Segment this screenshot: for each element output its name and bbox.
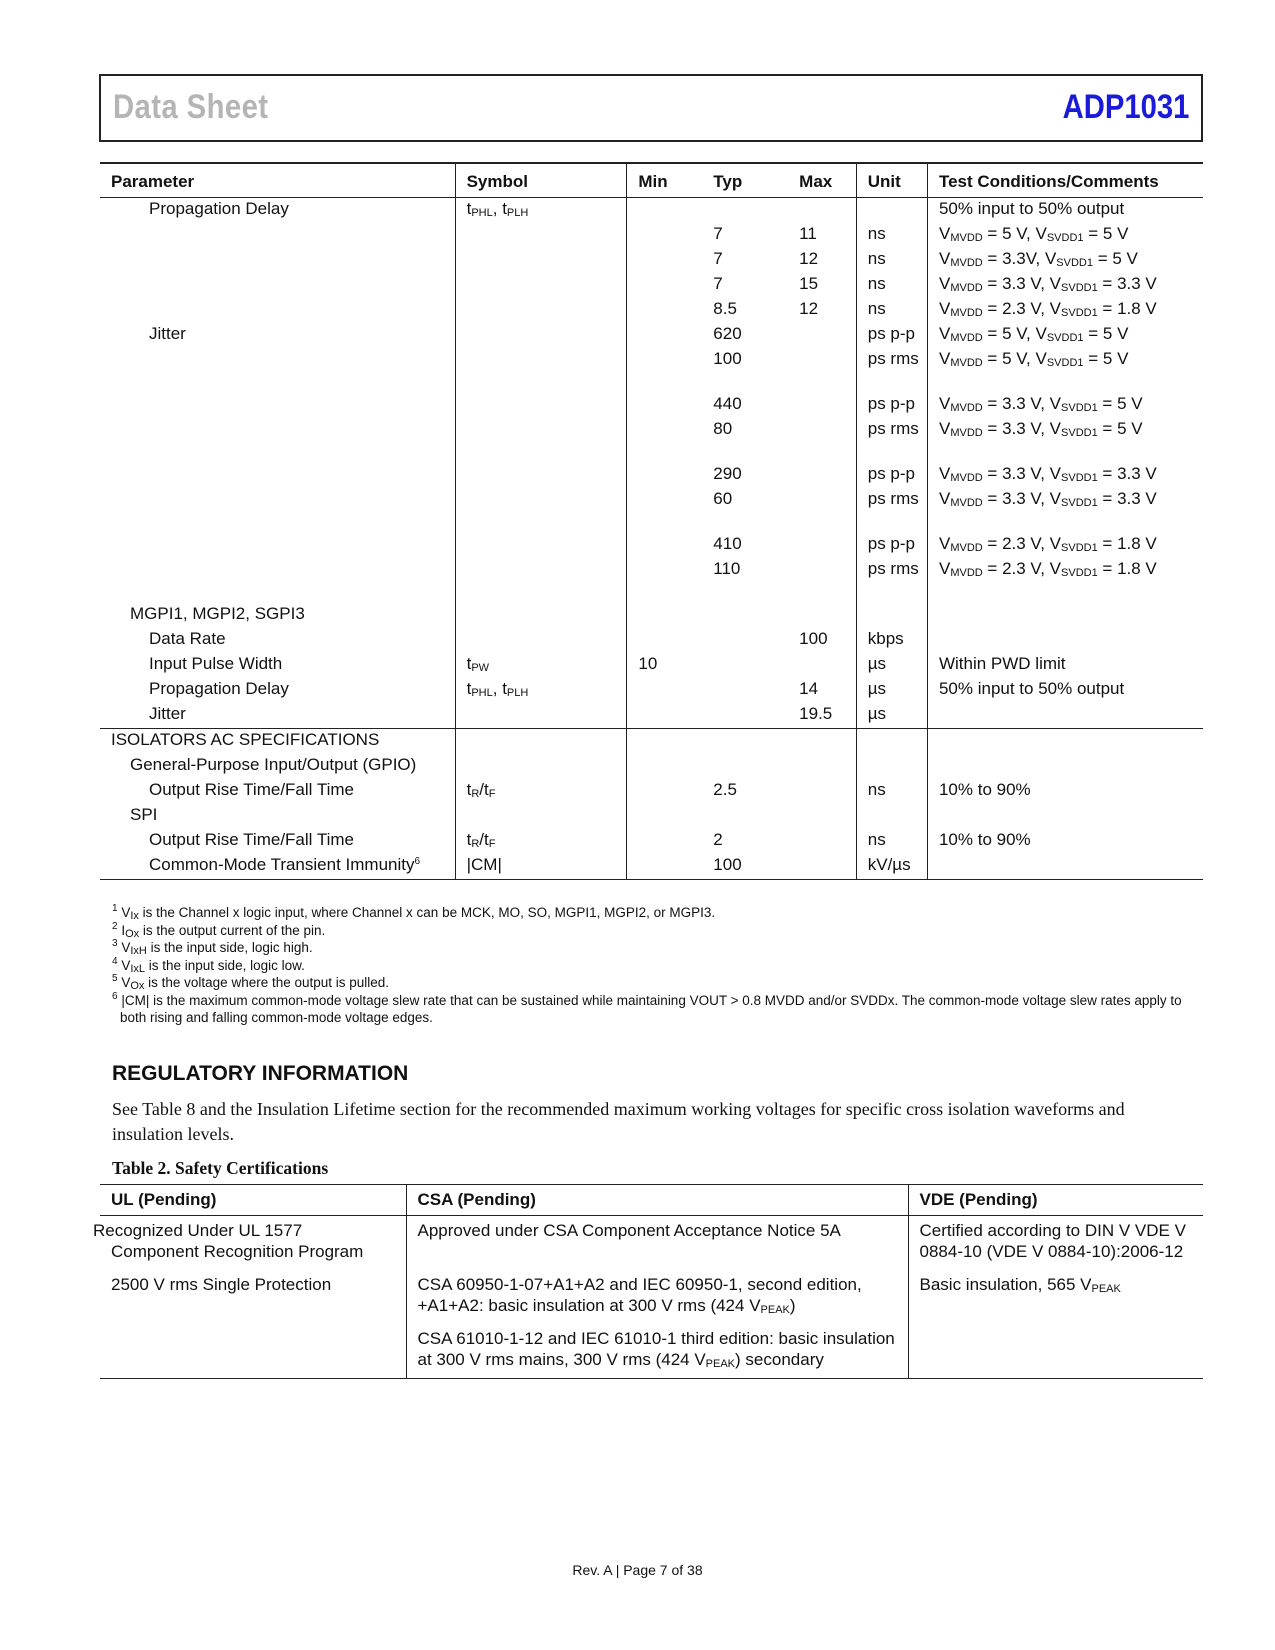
condition-cell: $V_{MVDD} = 5$ V, $V_{SVDD1} = 5$ V [927, 323, 1203, 348]
unit-cell: kV/µs [856, 854, 927, 880]
table-row [100, 248, 1203, 273]
condition-cell: $V_{MVDD} = 2.3$ V, $V_{SVDD1} = 1.8$ V [927, 298, 1203, 323]
condition-cell: $V_{MVDD} = 3.3$ V, $V_{SVDD1} = 3.3$ V [927, 273, 1203, 298]
symbol-cell: $t_R/t_F$ [455, 779, 627, 804]
unit-cell: µs [856, 703, 927, 729]
unit-cell: ps p-p [856, 393, 927, 418]
typ-cell: 8.5 [713, 299, 737, 318]
unit-cell: µs [856, 678, 927, 703]
table-row [100, 298, 1203, 323]
max-cell: 12 [799, 249, 819, 268]
table-row [100, 603, 1203, 628]
table-row [100, 198, 1203, 224]
table-row [100, 558, 1203, 603]
footnote: $^1$ $V_{Ix}$ is the Channel x logic input, where Channel x can be MCK, MO, SO, MGPI1, MGPI2, or MGPI3. [112, 903, 716, 922]
unit-cell: kbps [856, 628, 927, 653]
table-row [100, 323, 1203, 348]
col-header-csa: CSA (Pending) [406, 1185, 908, 1216]
condition-cell: 10% to 90% [927, 779, 1203, 804]
ul-cell: Recognized Under UL 1577 Component Recognition Program [93, 1221, 364, 1261]
param-label: Data Rate [149, 629, 226, 648]
unit-cell: ps p-p [856, 463, 927, 488]
table-row [100, 854, 1203, 880]
col-header-unit: Unit [856, 163, 927, 198]
specifications-table [100, 162, 1203, 880]
table-row [100, 703, 1203, 729]
section-heading: REGULATORY INFORMATION [112, 1062, 409, 1085]
unit-cell: µs [856, 653, 927, 678]
condition-cell: $V_{MVDD} = 3.3V$, $V_{SVDD1} = 5$ V [927, 248, 1203, 273]
typ-cell: 2 [713, 830, 723, 849]
table-row [100, 804, 1203, 829]
header-part-number: ADP1031 [1062, 88, 1189, 126]
table-row [100, 533, 1203, 558]
table-row [100, 273, 1203, 298]
max-cell: 100 [799, 629, 828, 648]
footnote: $^2$ $I_{Ox}$ is the output current of the pin. [112, 920, 326, 940]
footnotes [112, 904, 1192, 1027]
symbol-cell: $t_{PW}$ [455, 653, 627, 678]
min-cell: 10 [627, 653, 702, 678]
table-title: Table 2. Safety Certifications [112, 1158, 329, 1178]
unit-cell: ps rms [856, 418, 927, 463]
unit-cell: ns [856, 779, 927, 804]
typ-cell: 410 [713, 534, 742, 553]
param-group-label: General-Purpose Input/Output (GPIO) [130, 755, 417, 774]
table-row [100, 1324, 1203, 1379]
condition-cell: $V_{MVDD} = 5$ V, $V_{SVDD1} = 5$ V [927, 223, 1203, 248]
unit-cell: ns [856, 248, 927, 273]
ul-cell: 2500 V rms Single Protection [111, 1275, 332, 1294]
condition-cell: $V_{MVDD} = 5$ V, $V_{SVDD1} = 5$ V [927, 348, 1203, 393]
condition-cell: 50% input to 50% output [927, 678, 1203, 703]
typ-cell: 620 [713, 324, 742, 343]
param-label: Jitter [149, 324, 186, 343]
csa-cell: CSA 61010-1-12 and IEC 61010-1 third edition: basic insulation at 300 V rms mains, 300 V rms (424 $V_{PEAK}$) secondary [406, 1324, 908, 1379]
footnote: $^5$ $V_{Ox}$ is the voltage where the output is pulled. [112, 973, 390, 992]
table-row [100, 418, 1203, 463]
csa-cell: CSA 60950-1-07+A1+A2 and IEC 60950-1, second edition, +A1+A2: basic insulation at 300 V rms (424 $V_{PEAK}$) [406, 1270, 908, 1324]
table-header-row [100, 163, 1203, 198]
table-header-row [100, 1185, 1203, 1216]
col-header-max: Max [788, 163, 856, 198]
condition-cell: $V_{MVDD} = 3.3$ V, $V_{SVDD1} = 5$ V [927, 393, 1203, 418]
condition-cell: 10% to 90% [927, 829, 1203, 854]
header-doc-type: Data Sheet [113, 88, 269, 126]
unit-cell: ps p-p [856, 533, 927, 558]
col-header-typ: Typ [702, 163, 788, 198]
typ-cell: 7 [713, 249, 723, 268]
csa-cell: Approved under CSA Component Acceptance Notice 5A [406, 1216, 908, 1271]
condition-cell: $V_{MVDD} = 3.3$ V, $V_{SVDD1} = 5$ V [927, 418, 1203, 463]
table-row [100, 1216, 1203, 1271]
typ-cell: 110 [713, 559, 741, 578]
unit-cell: ps rms [856, 558, 927, 603]
unit-cell: ps rms [856, 488, 927, 533]
col-header-min: Min [627, 163, 702, 198]
unit-cell: ns [856, 273, 927, 298]
max-cell: 19.5 [788, 703, 856, 729]
col-header-parameter: Parameter [100, 163, 455, 198]
param-label: Jitter [100, 703, 455, 729]
table-row [100, 1270, 1203, 1324]
param-label: Common-Mode Transient Immunity$^6$ [100, 854, 455, 880]
table-row [100, 348, 1203, 393]
table-row [100, 653, 1203, 678]
table-row [100, 829, 1203, 854]
max-cell: 12 [799, 299, 819, 318]
condition-cell: Within PWD limit [927, 653, 1203, 678]
col-header-ul: UL (Pending) [100, 1185, 406, 1216]
unit-cell: ps p-p [856, 323, 927, 348]
col-header-conditions: Test Conditions/Comments [927, 163, 1203, 198]
section-body-text: See Table 8 and the Insulation Lifetime section for the recommended maximum working voltages for specific cross isolation waveforms and insulation levels. [112, 1099, 1125, 1144]
col-header-symbol: Symbol [455, 163, 627, 198]
param-label: Output Rise Time/Fall Time [149, 830, 355, 849]
col-header-vde: VDE (Pending) [908, 1185, 1203, 1216]
typ-cell: 60 [713, 489, 733, 508]
symbol-cell: $t_R/t_F$ [455, 829, 627, 854]
footnote: $^4$ $V_{IxL}$ is the input side, logic low. [112, 955, 305, 975]
max-cell: 15 [799, 274, 819, 293]
typ-cell: 7 [713, 274, 723, 293]
unit-cell: ns [856, 223, 927, 248]
typ-cell: 440 [713, 394, 742, 413]
vde-cell: Basic insulation, 565 $V_{PEAK}$ [908, 1270, 1203, 1324]
footnote: $^3$ $V_{IxH}$ is the input side, logic high. [112, 938, 313, 957]
typ-cell: 100 [713, 349, 742, 368]
table-row [100, 678, 1203, 703]
unit-cell: ns [856, 829, 927, 854]
typ-cell: 2.5 [713, 780, 737, 799]
condition-cell: $V_{MVDD} = 2.3$ V, $V_{SVDD1} = 1.8$ V [927, 533, 1203, 558]
condition-cell: $V_{MVDD} = 3.3$ V, $V_{SVDD1} = 3.3$ V [927, 463, 1203, 488]
table-row [100, 393, 1203, 418]
typ-cell: 290 [713, 464, 742, 483]
page-header [99, 74, 1203, 142]
safety-certifications-table [93, 1184, 1203, 1379]
table-row [100, 729, 1203, 755]
param-label: Input Pulse Width [149, 654, 283, 673]
typ-cell: 7 [713, 224, 723, 243]
typ-cell: 80 [713, 419, 733, 438]
table-row [100, 223, 1203, 248]
vde-cell: Certified according to DIN V VDE V 0884-10 (VDE V 0884-10):2006-12 [908, 1216, 1203, 1271]
condition-cell: 50% input to 50% output [927, 198, 1203, 224]
max-cell: 14 [799, 679, 819, 698]
symbol-cell: $t_{PHL}$, $t_{PLH}$ [455, 678, 627, 703]
footnote: $^6$ |CM| is the maximum common-mode voltage slew rate that can be sustained while maintaining VOUT > 0.8 MVDD and/or SVDDx. The common-mode voltage slew rates apply to both rising and falling common-mode voltage edges. [112, 990, 1182, 1025]
table-row [100, 779, 1203, 804]
page-footer: Rev. A | Page 7 of 38 [572, 1562, 703, 1578]
param-label: Propagation Delay [149, 679, 289, 698]
condition-cell: $V_{MVDD} = 2.3$ V, $V_{SVDD1} = 1.8$ V [927, 558, 1203, 603]
section-label: ISOLATORS AC SPECIFICATIONS [111, 730, 380, 749]
table-row [100, 488, 1203, 533]
param-group-label: MGPI1, MGPI2, SGPI3 [130, 604, 305, 623]
param-group-label: SPI [130, 805, 158, 824]
symbol-cell: |CM| [455, 854, 627, 880]
unit-cell: ns [856, 298, 927, 323]
symbol-cell: $t_{PHL}$, $t_{PLH}$ [455, 198, 627, 224]
typ-cell: 100 [702, 854, 788, 880]
table-row [100, 628, 1203, 653]
table-row [100, 463, 1203, 488]
unit-cell: ps rms [856, 348, 927, 393]
max-cell: 11 [799, 224, 817, 243]
table-row [100, 754, 1203, 779]
param-label: Output Rise Time/Fall Time [149, 780, 355, 799]
condition-cell: $V_{MVDD} = 3.3$ V, $V_{SVDD1} = 3.3$ V [927, 488, 1203, 533]
param-label: Propagation Delay [149, 199, 289, 218]
